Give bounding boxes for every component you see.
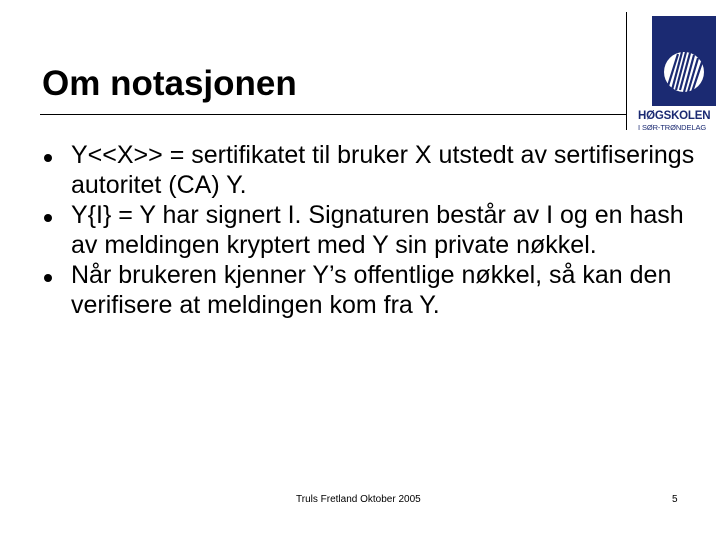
bullet-text: Y{I} = Y har signert I. Signaturen består av I og en hash av meldingen kryptert med Y sin private nøkkel.	[71, 201, 684, 259]
footer	[0, 494, 720, 508]
bullet-text: Y<<X>> = sertifikatet til bruker X utstedt av sertifiserings autoritet (CA) Y.	[71, 141, 695, 199]
slide-title: Om notasjonen	[42, 64, 297, 103]
bullet-dot-icon	[44, 214, 52, 222]
bullet-dot-icon	[44, 274, 52, 282]
logo-emblem-icon	[652, 16, 716, 106]
title-divider	[40, 114, 626, 115]
school-logo	[630, 12, 718, 132]
logo-subtitle: I SØR-TRØNDELAG	[638, 123, 707, 132]
logo-name: HØGSKOLEN	[638, 110, 711, 122]
emblem-graphic	[652, 16, 716, 106]
bullet-item	[40, 260, 700, 320]
bullet-list	[40, 140, 700, 320]
page-number: 5	[672, 494, 678, 505]
bullet-item	[40, 140, 700, 200]
logo-divider	[626, 12, 627, 130]
bullet-text: Når brukeren kjenner Y’s offentlige nøkkel, så kan den verifisere at meldingen kom fra Y.	[71, 261, 672, 319]
bullet-item	[40, 200, 700, 260]
bullet-dot-icon	[44, 154, 52, 162]
footer-text: Truls Fretland Oktober 2005	[296, 494, 421, 505]
